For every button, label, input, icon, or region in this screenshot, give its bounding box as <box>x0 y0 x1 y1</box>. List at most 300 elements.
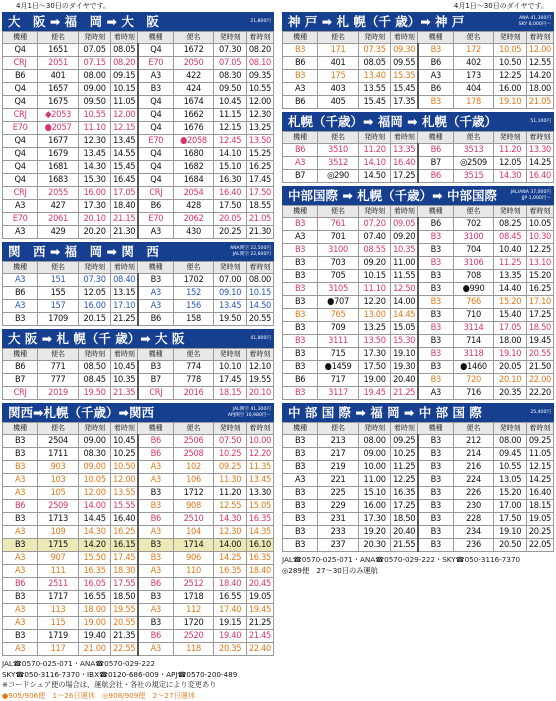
flight-cell: ●1460 <box>453 361 494 374</box>
flight-cell: 17.50 <box>358 361 391 374</box>
flight-cell: B6 <box>418 83 453 96</box>
column-header: 便名 <box>173 32 214 44</box>
timetable-section <box>2 242 274 326</box>
flight-cell: 15.10 <box>214 161 247 174</box>
flight-row <box>283 83 554 96</box>
column-header: 着時刻 <box>391 32 418 44</box>
flight-cell: 19.20 <box>358 526 391 539</box>
flight-cell: A3 <box>138 474 173 487</box>
flight-cell: 17.55 <box>111 578 138 591</box>
flight-cell: Q4 <box>138 161 173 174</box>
column-header: 機種 <box>138 423 173 435</box>
column-header-row <box>283 132 554 144</box>
flight-cell: B3 <box>283 270 318 283</box>
flight-row <box>283 218 554 231</box>
flight-cell: 11.10 <box>358 283 391 296</box>
flight-cell: 219 <box>318 461 359 474</box>
flight-cell: 10.00 <box>358 461 391 474</box>
flight-cell: 21.25 <box>111 313 138 326</box>
flight-cell: B3 <box>418 526 453 539</box>
column-header: 機種 <box>283 206 318 218</box>
flight-cell: B3 <box>418 348 453 361</box>
flight-cell: 14.30 <box>494 170 527 183</box>
flight-cell: 152 <box>173 287 214 300</box>
flight-cell: 908 <box>173 500 214 513</box>
flight-cell: 1672 <box>173 44 214 57</box>
flight-cell: B3 <box>283 296 318 309</box>
column-header: 機種 <box>3 262 38 274</box>
flight-cell: 20.25 <box>214 226 247 239</box>
timetable <box>2 261 274 326</box>
flight-cell: 106 <box>173 474 214 487</box>
flight-cell: 2511 <box>38 578 79 591</box>
flight-cell: 17.25 <box>391 170 418 183</box>
flight-cell: 11.25 <box>391 461 418 474</box>
flight-cell: 12.00 <box>526 44 553 57</box>
flight-cell: 16.35 <box>214 565 247 578</box>
flight-row <box>283 335 554 348</box>
flight-cell: 19.10 <box>494 96 527 109</box>
flight-cell: 12.00 <box>246 96 273 109</box>
flight-cell: 20.30 <box>358 539 391 552</box>
flight-row <box>283 70 554 83</box>
route-title: 関 西 ➡ 福 岡 ➡ 関 西 <box>8 244 159 259</box>
flight-cell: B3 <box>3 435 38 448</box>
flight-cell: 20.15 <box>78 313 111 326</box>
flight-cell: 1674 <box>173 96 214 109</box>
flight-cell: 13.05 <box>494 474 527 487</box>
flight-cell: B6 <box>283 96 318 109</box>
flight-cell: B3 <box>283 513 318 526</box>
flight-cell: 15.45 <box>358 96 391 109</box>
column-header: 便名 <box>318 423 359 435</box>
flight-cell: 08.40 <box>111 274 138 287</box>
flight-cell: 15.05 <box>391 322 418 335</box>
flight-cell: 18.15 <box>526 500 553 513</box>
flight-cell: B3 <box>138 552 173 565</box>
flight-cell: 21.35 <box>111 630 138 643</box>
flight-cell: 10.00 <box>246 435 273 448</box>
flight-cell: 774 <box>173 361 214 374</box>
flight-row <box>283 348 554 361</box>
column-header: 機種 <box>418 32 453 44</box>
flight-cell: A3 <box>283 83 318 96</box>
flight-cell: 08.00 <box>358 435 391 448</box>
flight-cell: 10.45 <box>111 361 138 374</box>
flight-cell: ◎2509 <box>453 157 494 170</box>
flight-cell: 21.50 <box>526 361 553 374</box>
flight-cell: 16.25 <box>526 283 553 296</box>
flight-cell: 13.00 <box>358 309 391 322</box>
flight-cell: 1717 <box>38 591 79 604</box>
column-header: 便名 <box>453 423 494 435</box>
flight-cell: 212 <box>453 435 494 448</box>
column-header: 発時刻 <box>494 132 527 144</box>
column-header: 着時刻 <box>246 423 273 435</box>
flight-cell: B3 <box>3 539 38 552</box>
flight-cell: B3 <box>283 322 318 335</box>
column-header: 着時刻 <box>111 32 138 44</box>
flight-cell: 1684 <box>173 174 214 187</box>
flight-row <box>283 435 554 448</box>
flight-row <box>3 44 274 57</box>
flight-cell: B3 <box>3 448 38 461</box>
flight-cell: 10.05 <box>494 44 527 57</box>
flight-cell: 3117 <box>318 387 359 400</box>
flight-cell: 3114 <box>453 322 494 335</box>
route-title: 中 部 国 際 ➡ 福 岡 ➡ 中 部 国 際 <box>288 405 482 420</box>
flight-cell: 16.15 <box>111 539 138 552</box>
flight-row <box>3 539 274 552</box>
flight-row <box>3 274 274 287</box>
footer-left-line-2: SKY☎050-3116-7370・IBX☎0120-686-009・APJ☎0570-200-489 <box>2 670 274 681</box>
flight-row <box>3 513 274 526</box>
flight-cell: 19.30 <box>391 361 418 374</box>
flight-cell: 14.10 <box>214 148 247 161</box>
flight-cell: CRJ <box>3 187 38 200</box>
flight-cell: 429 <box>38 226 79 239</box>
flight-cell: B6 <box>3 578 38 591</box>
flight-cell: 16.05 <box>78 578 111 591</box>
flight-row <box>3 435 274 448</box>
column-header: 機種 <box>418 132 453 144</box>
column-header-row <box>3 423 274 435</box>
flight-cell: A3 <box>138 604 173 617</box>
column-header: 着時刻 <box>526 32 553 44</box>
flight-row <box>3 70 274 83</box>
flight-cell: B3 <box>3 313 38 326</box>
flight-cell: 08.20 <box>111 57 138 70</box>
flight-cell: B3 <box>283 526 318 539</box>
flight-cell: 1718 <box>173 591 214 604</box>
flight-cell: 15.10 <box>358 487 391 500</box>
column-header: 発時刻 <box>78 349 111 361</box>
flight-cell: Q4 <box>3 161 38 174</box>
flight-cell: 09.35 <box>246 70 273 83</box>
flight-cell: B7 <box>3 374 38 387</box>
flight-cell: 16.45 <box>111 174 138 187</box>
flight-cell: 11.20 <box>214 487 247 500</box>
flight-cell: 11.00 <box>391 257 418 270</box>
flight-cell: 716 <box>453 387 494 400</box>
flight-cell: 08.20 <box>246 44 273 57</box>
timetable <box>282 205 554 400</box>
flight-cell: A3 <box>138 643 173 656</box>
flight-cell: 21.00 <box>78 643 111 656</box>
flight-cell: 09.20 <box>391 231 418 244</box>
flight-cell: A3 <box>138 565 173 578</box>
flight-cell: 16.00 <box>78 300 111 313</box>
flight-cell: 13.45 <box>214 300 247 313</box>
flight-row <box>3 604 274 617</box>
fare-note-line: JJP 1,000円～ <box>511 196 551 202</box>
flight-cell: 12.55 <box>526 57 553 70</box>
flight-cell: 401 <box>38 70 79 83</box>
flight-cell: 18.00 <box>78 604 111 617</box>
flight-cell: 17.50 <box>246 187 273 200</box>
flight-cell: 13.40 <box>358 70 391 83</box>
route-title: 関西➡札幌（千歳）➡関西 <box>8 405 154 420</box>
flight-cell: 21.55 <box>391 539 418 552</box>
flight-cell: B3 <box>418 374 453 387</box>
flight-cell: 09.50 <box>78 96 111 109</box>
flight-cell: 14.35 <box>246 526 273 539</box>
flight-cell: 19.05 <box>526 513 553 526</box>
flight-cell: 12.30 <box>246 109 273 122</box>
flight-cell: 1711 <box>38 448 79 461</box>
flight-cell: 11.30 <box>214 474 247 487</box>
flight-row <box>283 487 554 500</box>
flight-cell: 12.15 <box>214 122 247 135</box>
flight-cell: Q4 <box>3 44 38 57</box>
flight-row <box>3 161 274 174</box>
flight-cell: A3 <box>3 565 38 578</box>
flight-cell: 09.00 <box>358 448 391 461</box>
column-header: 着時刻 <box>246 262 273 274</box>
flight-row <box>3 300 274 313</box>
flight-cell: 10.15 <box>358 270 391 283</box>
column-header: 着時刻 <box>246 349 273 361</box>
flight-cell: 2054 <box>173 187 214 200</box>
column-header: 便名 <box>318 132 359 144</box>
flight-cell: 17.30 <box>358 348 391 361</box>
flight-cell: CRJ <box>138 187 173 200</box>
flight-cell: B3 <box>418 322 453 335</box>
flight-cell: 2051 <box>38 57 79 70</box>
flight-row <box>3 174 274 187</box>
route-title: 中部国際 ➡ 札幌（千歳）➡ 中部国際 <box>288 188 497 203</box>
flight-cell: A3 <box>3 474 38 487</box>
fare-note-line: ANA関空 22,500円 <box>230 246 271 252</box>
flight-cell: B6 <box>138 448 173 461</box>
flight-cell: B6 <box>418 144 453 157</box>
flight-cell: Q4 <box>3 148 38 161</box>
flight-cell: 15.50 <box>78 552 111 565</box>
flight-cell: B3 <box>418 487 453 500</box>
flight-cell: 16.40 <box>214 187 247 200</box>
column-header: 着時刻 <box>526 423 553 435</box>
flight-cell: B3 <box>283 387 318 400</box>
flight-cell: 10.55 <box>246 83 273 96</box>
flight-cell: 09.25 <box>391 435 418 448</box>
column-header-row <box>283 423 554 435</box>
fare-note <box>530 112 551 131</box>
fare-note-line: 21,800円 <box>250 19 271 25</box>
flight-cell: 10.35 <box>391 244 418 257</box>
flight-row <box>3 96 274 109</box>
flight-cell: A3 <box>3 643 38 656</box>
flight-cell: 16.00 <box>78 187 111 200</box>
flight-cell: 14.40 <box>494 283 527 296</box>
flight-cell: 20.20 <box>78 226 111 239</box>
column-header: 便名 <box>38 423 79 435</box>
flight-cell: 14.25 <box>214 552 247 565</box>
flight-cell: 17.30 <box>78 200 111 213</box>
flight-cell: 156 <box>173 300 214 313</box>
flight-cell: A3 <box>418 387 453 400</box>
flight-row <box>3 630 274 643</box>
flight-cell: 21.30 <box>246 226 273 239</box>
column-header-row <box>283 32 554 44</box>
flight-cell: 15.20 <box>494 296 527 309</box>
flight-cell: 09.05 <box>391 218 418 231</box>
flight-cell: B3 <box>418 270 453 283</box>
flight-cell: B6 <box>283 144 318 157</box>
flight-cell: 19.00 <box>358 374 391 387</box>
flight-cell: 15.05 <box>246 500 273 513</box>
flight-row <box>3 287 274 300</box>
footer-left-line-3: ※コードシェア便の場合は、運航会社・各社の規定により変更あり <box>2 680 274 691</box>
flight-cell: B3 <box>283 335 318 348</box>
flight-cell: ●2058 <box>173 135 214 148</box>
flight-cell: 20.40 <box>391 526 418 539</box>
flight-cell: 3513 <box>453 144 494 157</box>
flight-cell: 175 <box>318 70 359 83</box>
column-header: 発時刻 <box>214 423 247 435</box>
flight-cell: Q4 <box>3 135 38 148</box>
flight-cell: 07.00 <box>214 274 247 287</box>
flight-cell: 16.00 <box>358 500 391 513</box>
footer-left-line-1: JAL☎0570-025-071・ANA☎0570-029-222 <box>2 659 274 670</box>
flight-cell: B3 <box>418 296 453 309</box>
flight-cell: 229 <box>318 500 359 513</box>
flight-cell: 09.30 <box>391 44 418 57</box>
fare-note <box>511 186 551 205</box>
flight-cell: 08.30 <box>78 448 111 461</box>
column-header: 発時刻 <box>214 349 247 361</box>
flight-cell: 237 <box>318 539 359 552</box>
flight-cell: 1651 <box>38 44 79 57</box>
flight-cell: A3 <box>138 300 173 313</box>
flight-cell: 13.10 <box>526 257 553 270</box>
flight-cell: 13.25 <box>246 122 273 135</box>
flight-row <box>3 135 274 148</box>
flight-cell: 11.20 <box>494 144 527 157</box>
route-header <box>2 12 274 31</box>
flight-cell: Q4 <box>138 96 173 109</box>
flight-cell: 404 <box>453 83 494 96</box>
column-header: 着時刻 <box>391 423 418 435</box>
flight-cell: A3 <box>138 461 173 474</box>
flight-cell: B3 <box>418 461 453 474</box>
flight-cell: B6 <box>283 57 318 70</box>
flight-cell: B3 <box>418 500 453 513</box>
flight-cell: 21.45 <box>246 630 273 643</box>
flight-cell: 16.35 <box>391 487 418 500</box>
flight-row <box>3 448 274 461</box>
flight-cell: 214 <box>453 448 494 461</box>
flight-cell: 21.25 <box>246 617 273 630</box>
flight-cell: B6 <box>418 57 453 70</box>
timetable <box>2 31 274 239</box>
flight-row <box>3 109 274 122</box>
flight-cell: B3 <box>138 539 173 552</box>
flight-cell: 704 <box>453 244 494 257</box>
flight-cell: B3 <box>283 500 318 513</box>
flight-cell: 13.25 <box>358 322 391 335</box>
fare-note-line: JAL関空 41,300円 <box>228 407 271 413</box>
column-header: 機種 <box>283 132 318 144</box>
column-header-row <box>3 349 274 361</box>
flight-cell: 21.25 <box>391 387 418 400</box>
flight-cell: 12.05 <box>78 287 111 300</box>
flight-cell: 14.45 <box>391 309 418 322</box>
flight-cell: 11.15 <box>214 109 247 122</box>
flight-cell: 2050 <box>173 57 214 70</box>
flight-cell: B3 <box>283 361 318 374</box>
flight-cell: 21.05 <box>526 96 553 109</box>
flight-cell: 08.05 <box>111 44 138 57</box>
flight-cell: 17.25 <box>526 309 553 322</box>
column-header: 発時刻 <box>358 32 391 44</box>
left-sections <box>2 12 274 656</box>
flight-cell: 20.10 <box>494 374 527 387</box>
flight-cell: 18.40 <box>111 200 138 213</box>
flight-row <box>283 296 554 309</box>
flight-cell: 427 <box>38 200 79 213</box>
flight-cell: 3100 <box>318 244 359 257</box>
flight-cell: 178 <box>453 96 494 109</box>
timetable <box>2 422 274 656</box>
flight-cell: B3 <box>418 361 453 374</box>
flight-row <box>283 244 554 257</box>
flight-row <box>283 144 554 157</box>
column-header: 機種 <box>283 32 318 44</box>
flight-cell: 12.50 <box>391 283 418 296</box>
column-header: 便名 <box>38 32 79 44</box>
flight-cell: 158 <box>173 313 214 326</box>
flight-cell: 20.55 <box>526 348 553 361</box>
flight-row <box>3 122 274 135</box>
fare-note-line: SKY 8,000円～ <box>519 22 551 28</box>
flight-cell: 15.30 <box>391 335 418 348</box>
flight-cell: 217 <box>318 448 359 461</box>
flight-row <box>3 83 274 96</box>
flight-cell: Q4 <box>138 44 173 57</box>
flight-cell: 12.05 <box>494 157 527 170</box>
flight-cell: 11.55 <box>391 270 418 283</box>
flight-row <box>3 526 274 539</box>
flight-cell: A3 <box>3 300 38 313</box>
flight-cell: 12.30 <box>214 526 247 539</box>
flight-cell: 11.10 <box>78 122 111 135</box>
flight-cell: B3 <box>283 44 318 57</box>
flight-cell: ●990 <box>453 283 494 296</box>
flight-cell: 18.55 <box>246 200 273 213</box>
flight-row <box>3 565 274 578</box>
flight-cell: 15.35 <box>391 70 418 83</box>
flight-cell: 16.10 <box>246 539 273 552</box>
flight-cell: 715 <box>318 348 359 361</box>
flight-cell: 16.40 <box>391 157 418 170</box>
flight-cell: 151 <box>38 274 79 287</box>
flight-cell: 07.05 <box>214 57 247 70</box>
route-header <box>2 329 274 348</box>
flight-cell: 2520 <box>173 630 214 643</box>
flight-cell: 12.00 <box>78 487 111 500</box>
flight-cell: ◎290 <box>318 170 359 183</box>
flight-row <box>283 513 554 526</box>
flight-row <box>3 57 274 70</box>
flight-cell: 17.00 <box>494 500 527 513</box>
flight-cell: 15.45 <box>391 83 418 96</box>
column-header: 発時刻 <box>78 262 111 274</box>
flight-cell: E70 <box>138 57 173 70</box>
flight-cell: 1709 <box>38 313 79 326</box>
flight-cell: B3 <box>283 283 318 296</box>
flight-cell: A3 <box>3 200 38 213</box>
fare-note-line: APJ関空 10,980円～ <box>228 413 271 419</box>
